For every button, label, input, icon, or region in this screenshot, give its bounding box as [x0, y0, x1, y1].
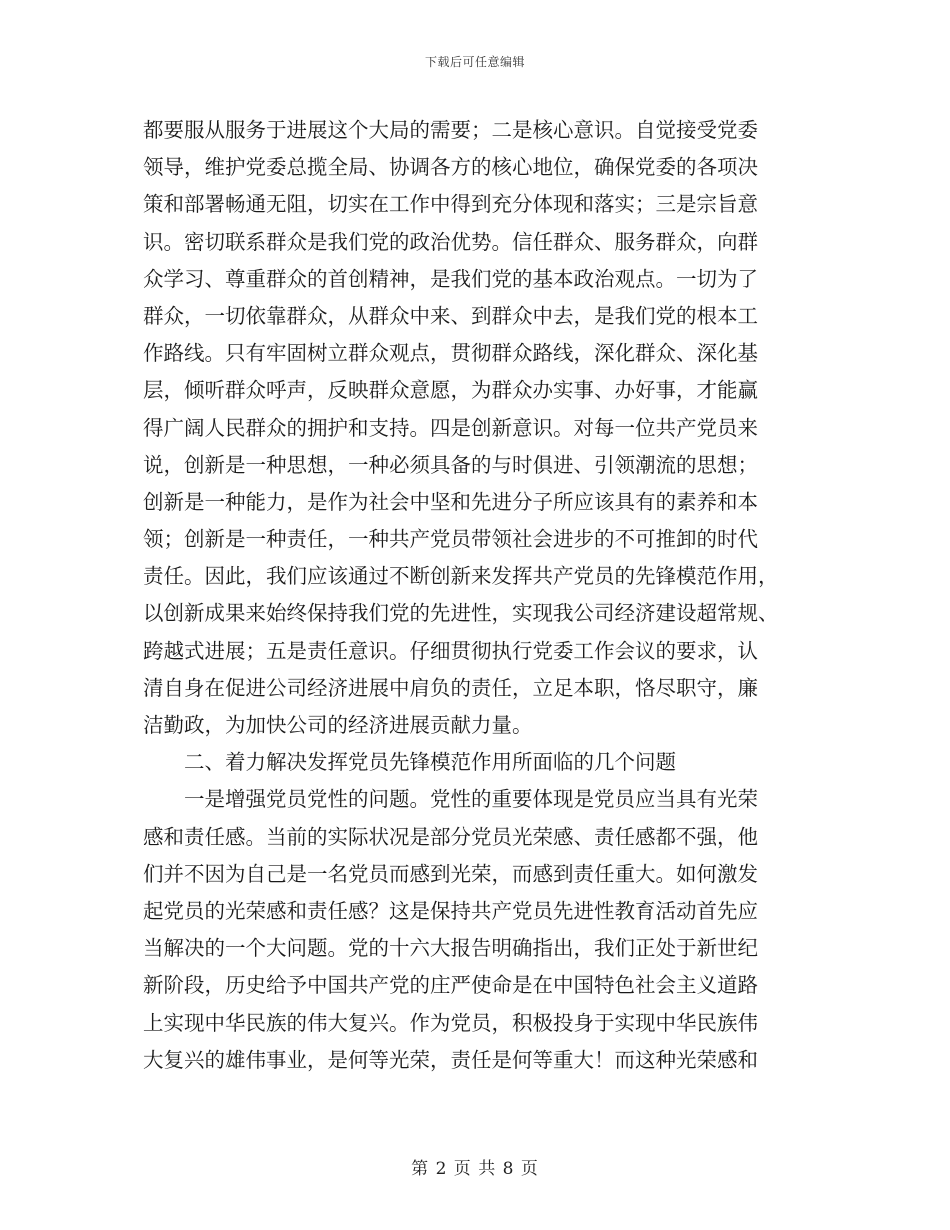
text-line: 跨越式进展；五是责任意识。仔细贯彻执行党委工作会议的要求，认 [143, 638, 758, 663]
text-line: 以创新成果来始终保持我们党的先进性，实现我公司经济建设超常规、 [143, 601, 779, 626]
text-line: 领；创新是一种责任，一种共产党员带领社会进步的不可推卸的时代 [143, 527, 758, 552]
text-line: 们并不因为自己是一名党员而感到光荣，而感到责任重大。如何激发 [143, 861, 758, 886]
text-line: 上实现中华民族的伟大复兴。作为党员，积极投身于实现中华民族伟 [143, 1010, 758, 1035]
text-line: 责任。因此，我们应该通过不断创新来发挥共产党员的先锋模范作用， [143, 564, 779, 589]
paragraph-first-line: 一是增强党员党性的问题。党性的重要体现是党员应当具有光荣 [184, 787, 758, 812]
section-heading: 二、着力解决发挥党员先锋模范作用所面临的几个问题 [184, 750, 676, 775]
text-line: 作路线。只有牢固树立群众观点，贯彻群众路线，深化群众、深化基 [143, 341, 758, 366]
text-line: 得广阔人民群众的拥护和支持。四是创新意识。对每一位共产党员来 [143, 415, 758, 440]
text-line: 感和责任感。当前的实际状况是部分党员光荣感、责任感都不强，他 [143, 824, 758, 849]
text-line: 洁勤政，为加快公司的经济进展贡献力量。 [143, 713, 533, 737]
document-body [143, 112, 808, 1079]
text-line: 起党员的光荣感和责任感？这是保持共产党员先进性教育活动首先应 [143, 898, 758, 923]
text-line: 领导，维护党委总揽全局、协调各方的核心地位，确保党委的各项决 [143, 155, 758, 180]
text-line: 当解决的一个大问题。党的十六大报告明确指出，我们正处于新世纪 [143, 936, 758, 961]
text-line: 层，倾听群众呼声，反映群众意愿，为群众办实事、办好事，才能赢 [143, 378, 758, 403]
text-line: 清自身在促进公司经济进展中肩负的责任，立足本职，恪尽职守，廉 [143, 675, 758, 700]
page-header: 下载后可任意编辑 [424, 55, 525, 69]
text-line: 识。密切联系群众是我们党的政治优势。信任群众、服务群众，向群 [143, 229, 758, 254]
text-line: 创新是一种能力，是作为社会中坚和先进分子所应该具有的素养和本 [143, 489, 758, 514]
text-line: 大复兴的雄伟事业，是何等光荣，责任是何等重大！而这种光荣感和 [143, 1047, 758, 1072]
text-line: 都要服从服务于进展这个大局的需要；二是核心意识。自觉接受党委 [143, 118, 758, 142]
text-line: 新阶段，历史给予中国共产党的庄严使命是在中国特色社会主义道路 [143, 973, 758, 998]
text-line: 群众，一切依靠群众，从群众中来、到群众中去，是我们党的根本工 [143, 303, 758, 328]
text-line: 说，创新是一种思想，一种必须具备的与时俱进、引领潮流的思想； [143, 452, 758, 477]
text-line: 策和部署畅通无阻，切实在工作中得到充分体现和落实；三是宗旨意 [143, 192, 758, 217]
text-line: 众学习、尊重群众的首创精神，是我们党的基本政治观点。一切为了 [143, 266, 758, 291]
page-footer: 第 2 页 共 8 页 [411, 1159, 539, 1179]
